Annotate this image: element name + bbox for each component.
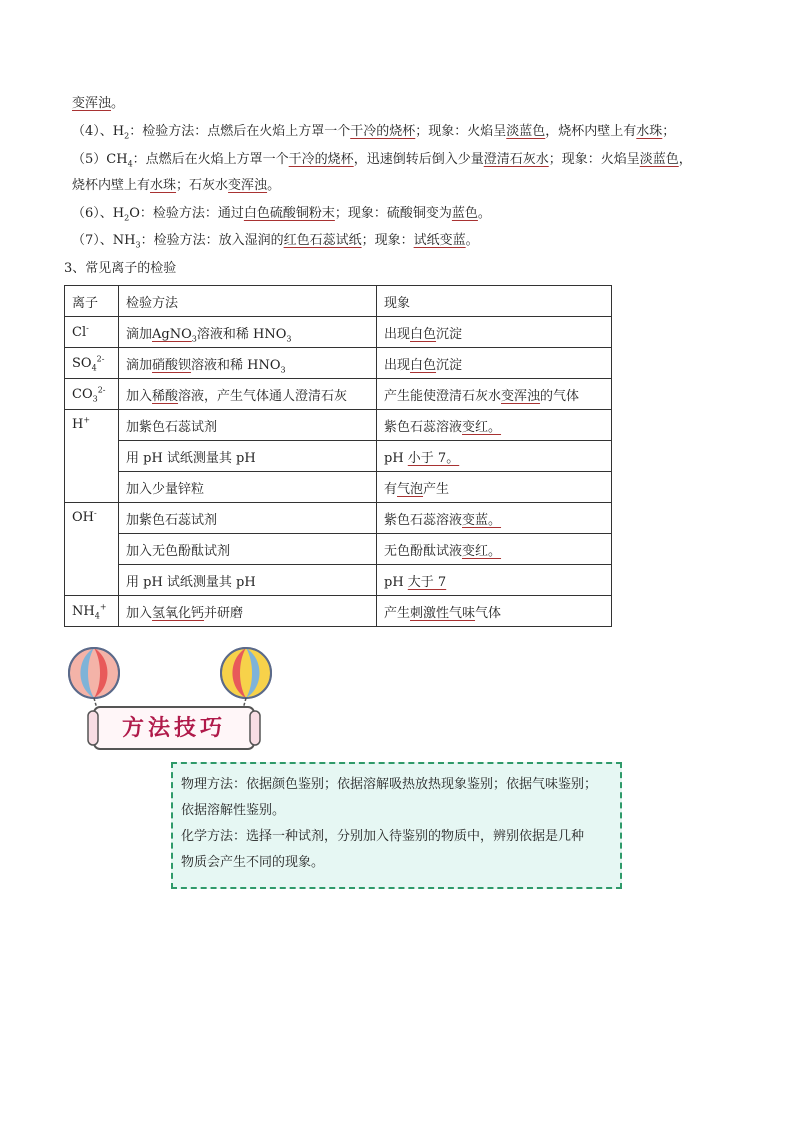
text: 加入 xyxy=(126,388,153,404)
subscript: 2 xyxy=(124,213,130,223)
text: 产生 xyxy=(423,481,450,497)
u-text: 变浑浊 xyxy=(501,388,541,404)
u-text: 变浑浊 xyxy=(72,96,112,111)
subscript: 3 xyxy=(280,365,286,375)
u-text: 气泡 xyxy=(397,481,424,497)
method-cell xyxy=(119,348,377,379)
phenomenon-cell xyxy=(377,379,612,410)
text: （6）、H xyxy=(72,206,125,221)
text: ：检验方法：点燃后在火焰上方罩一个 xyxy=(129,124,351,139)
u-text: 淡蓝色 xyxy=(639,152,679,167)
method-tips-banner xyxy=(66,645,276,755)
tip-line: 依据溶解性鉴别。 xyxy=(181,803,286,818)
text: 的气体 xyxy=(540,388,580,404)
table-row xyxy=(65,503,612,534)
method-cell: 加紫色石蕊试剂 xyxy=(119,503,377,534)
text: 加入 xyxy=(126,605,153,621)
text: ：点燃后在火焰上方罩一个 xyxy=(132,152,289,167)
text: ；现象：火焰呈 xyxy=(548,152,640,167)
text: 有 xyxy=(384,481,398,497)
phenomenon-cell xyxy=(377,348,612,379)
u-text: 变浑浊 xyxy=(228,178,268,193)
phenomenon-cell xyxy=(377,410,612,441)
ion-cell xyxy=(65,348,119,379)
text: O：检验方法：通过 xyxy=(129,206,244,221)
text: ，烧杯内壁上有 xyxy=(545,124,637,139)
header-ion: 离子 xyxy=(65,286,119,317)
subscript: 4 xyxy=(91,363,97,373)
text: 沉淀 xyxy=(436,326,463,342)
u-text: 白色 xyxy=(410,326,437,342)
u-text: 变红。 xyxy=(462,543,502,559)
text: 无色酚酞试液 xyxy=(384,543,463,559)
u-text: 小于 7。 xyxy=(407,450,460,466)
tip-line: 物质会产生不同的现象。 xyxy=(181,855,325,870)
method-cell: 加紫色石蕊试剂 xyxy=(119,410,377,441)
text: ，迅速倒转后倒入少量 xyxy=(353,152,484,167)
u-text: 淡蓝色 xyxy=(506,124,546,139)
text: 。 xyxy=(111,96,125,111)
text: 滴加 xyxy=(126,326,153,342)
table-row xyxy=(65,441,612,472)
phenomenon-cell xyxy=(377,503,612,534)
text: ：检验方法：放入湿润的 xyxy=(140,233,284,248)
text: 气体 xyxy=(475,605,502,621)
text: ；石灰水 xyxy=(176,178,229,193)
text: 溶液，产生气体通人澄清石灰 xyxy=(178,388,348,404)
table-row xyxy=(65,534,612,565)
method-cell xyxy=(119,317,377,348)
phenomenon-cell xyxy=(377,317,612,348)
text: 溶液和稀 HNO xyxy=(191,357,281,373)
text: Cl xyxy=(72,324,87,340)
subscript: 3 xyxy=(191,334,197,344)
text-line-ch4 xyxy=(72,151,692,169)
text: 。 xyxy=(477,206,491,221)
text: （7）、NH xyxy=(72,233,136,248)
subscript: 4 xyxy=(94,611,100,621)
u-text: 蓝色 xyxy=(451,206,478,221)
text-line-nh3 xyxy=(72,232,479,250)
text: 滴加 xyxy=(126,357,153,373)
text: H xyxy=(72,417,84,432)
text: 产生 xyxy=(384,605,411,621)
text: 。 xyxy=(267,178,281,193)
superscript: + xyxy=(83,415,91,425)
u-text: 白色硫酸铜粉末 xyxy=(243,206,335,221)
phenomenon-cell xyxy=(377,472,612,503)
text-line-ch4-cont xyxy=(72,177,280,195)
text: （4）、H xyxy=(72,124,125,139)
text: pH xyxy=(384,450,408,466)
banner-title: 方法技巧 xyxy=(121,715,226,741)
subscript: 2 xyxy=(124,131,130,141)
phenomenon-cell xyxy=(377,596,612,627)
superscript: 2- xyxy=(97,385,106,395)
text: 紫色石蕊溶液 xyxy=(384,419,463,435)
text: 出现 xyxy=(384,326,411,342)
table-row xyxy=(65,317,612,348)
subscript: 3 xyxy=(286,334,292,344)
phenomenon-cell xyxy=(377,534,612,565)
text: 并研磨 xyxy=(204,605,244,621)
text: 烧杯内壁上有 xyxy=(72,178,151,193)
header-phenomenon: 现象 xyxy=(377,286,612,317)
section-heading: 3、常见离子的检验 xyxy=(64,261,177,276)
subscript: 3 xyxy=(135,240,141,250)
tip-line: 物理方法：依据颜色鉴别；依据溶解吸热放热现象鉴别；依据气味鉴别； xyxy=(181,777,598,792)
method-cell xyxy=(119,379,377,410)
table-row xyxy=(65,379,612,410)
subscript: 3 xyxy=(92,394,98,404)
text: 出现 xyxy=(384,357,411,373)
subscript: 4 xyxy=(127,159,133,169)
phenomenon-cell xyxy=(377,565,612,596)
text: 沉淀 xyxy=(436,357,463,373)
u-text: 试纸变蓝 xyxy=(413,233,466,248)
method-tips-box xyxy=(171,762,622,889)
table-row xyxy=(65,565,612,596)
text-line-h2o xyxy=(72,205,491,223)
text: 紫色石蕊溶液 xyxy=(384,512,463,528)
ion-cell xyxy=(65,596,119,627)
method-cell: 用 pH 试纸测量其 pH xyxy=(119,441,377,472)
text: ；现象： xyxy=(361,233,414,248)
text: ；现象：火焰呈 xyxy=(415,124,507,139)
u-text: 氢氧化钙 xyxy=(152,605,205,621)
text-line-h2 xyxy=(72,123,675,141)
superscript: + xyxy=(99,602,107,612)
text: SO xyxy=(72,355,92,371)
u-text: 干冷的烧杯 xyxy=(288,152,354,167)
u-text: 红色石蕊试纸 xyxy=(283,233,362,248)
text: OH xyxy=(72,510,94,525)
header-method: 检验方法 xyxy=(119,286,377,317)
u-text: 刺激性气味 xyxy=(410,605,476,621)
table-row xyxy=(65,472,612,503)
text: ； xyxy=(662,124,676,139)
ion-test-table xyxy=(64,285,612,627)
text: NH xyxy=(72,603,95,619)
u-text: 白色 xyxy=(410,357,437,373)
text: （5）CH xyxy=(72,152,128,167)
u-text: 变蓝。 xyxy=(462,512,502,528)
superscript: 2- xyxy=(96,354,105,364)
text-line-0 xyxy=(72,95,124,113)
superscript: - xyxy=(86,323,89,333)
text: ， xyxy=(678,152,692,167)
ion-cell xyxy=(65,410,119,503)
u-text: 干冷的烧杯 xyxy=(350,124,416,139)
u-text: 稀酸 xyxy=(152,388,179,404)
table-row xyxy=(65,348,612,379)
text: AgNO xyxy=(152,326,192,342)
ion-cell xyxy=(65,379,119,410)
text: 产生能使澄清石灰水 xyxy=(384,388,502,404)
table-header-row xyxy=(65,286,612,317)
phenomenon-cell xyxy=(377,441,612,472)
method-cell: 用 pH 试纸测量其 pH xyxy=(119,565,377,596)
text: CO xyxy=(72,386,93,402)
u-text: 大于 7 xyxy=(407,574,447,590)
u-text: 变红。 xyxy=(462,419,502,435)
text: ；现象：硫酸铜变为 xyxy=(334,206,452,221)
u-text: 硝酸钡 xyxy=(152,357,192,373)
method-cell: 加入无色酚酞试剂 xyxy=(119,534,377,565)
table-row xyxy=(65,410,612,441)
u-text xyxy=(152,327,197,342)
ion-cell xyxy=(65,503,119,596)
text: pH xyxy=(384,574,408,590)
ion-cell xyxy=(65,317,119,348)
method-cell: 加入少量锌粒 xyxy=(119,472,377,503)
tip-line: 化学方法：选择一种试剂，分别加入待鉴别的物质中，辨别依据是几种 xyxy=(181,829,585,844)
superscript: - xyxy=(94,508,97,518)
text: 溶液和稀 HNO xyxy=(196,326,287,342)
text: 。 xyxy=(465,233,479,248)
table-row xyxy=(65,596,612,627)
u-text: 水珠 xyxy=(636,124,663,139)
u-text: 澄清石灰水 xyxy=(483,152,549,167)
u-text: 水珠 xyxy=(150,178,177,193)
method-cell xyxy=(119,596,377,627)
